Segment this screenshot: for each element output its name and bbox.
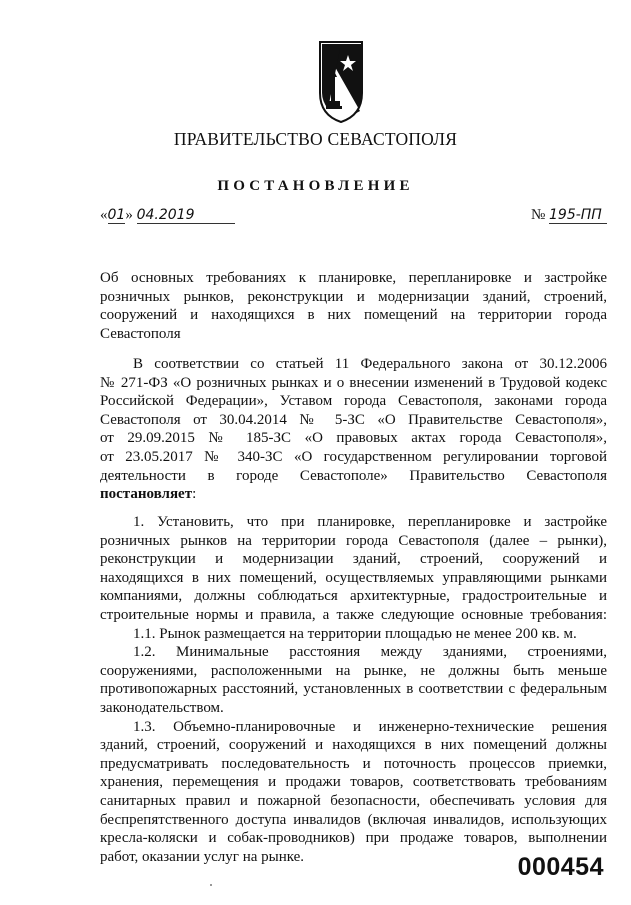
- decree-colon: :: [192, 486, 197, 503]
- preamble-line: деятельности в городе Севастополе» Правительство Севастополя: [100, 467, 607, 484]
- preamble-line: В соответствии со статьей 11 Федерального закона от 30.12.2006: [133, 356, 607, 372]
- date-month-year: 04.2019: [137, 208, 235, 224]
- body-line: реконструкции и модернизации зданий, строений, сооружений и: [100, 551, 607, 568]
- government-title: ПРАВИТЕЛЬСТВО СЕВАСТОПОЛЯ: [173, 129, 458, 149]
- title-line: розничных рынков, реконструкции и модернизации зданий, строений,: [100, 288, 607, 305]
- document-date: [100, 207, 235, 224]
- body-line: санитарных правил и пожарной безопасности, обеспечивать условия для: [100, 792, 607, 809]
- date-day: 01: [107, 207, 126, 223]
- body-line: строительные нормы и правила, а также следующие основные требования:: [100, 606, 607, 623]
- number-sign: №: [530, 207, 546, 223]
- body-line: законодательством.: [100, 699, 224, 716]
- body-line: предусматривать последовательность и поточность процессов приемки,: [100, 755, 607, 772]
- preamble-line: № 271-ФЗ «О розничных рынках и о внесении изменений в Трудовой кодекс: [100, 374, 607, 391]
- body-line: беспрепятственного доступа инвалидов (включая инвалидов, использующих: [100, 811, 607, 828]
- document-type: ПОСТАНОВЛЕНИЕ: [217, 178, 414, 194]
- preamble-line: от 23.05.2017 № 340-ЗС «О государственном регулировании торговой: [100, 448, 607, 465]
- preamble-line: Севастополя от 30.04.2014 № 5-ЗС «О Правительстве Севастополя»,: [100, 411, 607, 428]
- decree-body: [100, 513, 607, 866]
- number-value: 195-ПП: [549, 208, 607, 224]
- body-line: хранения, перемещения и продажи товаров, соответствовать требованиям: [100, 774, 607, 791]
- preamble-line: от 29.09.2015 № 185-ЗС «О правовых актах города Севастополя»,: [100, 430, 607, 447]
- body-line: зданий, строений, сооружений и находящихся в них помещений должны: [100, 737, 607, 754]
- body-line: противопожарных расстояний, установленных в соответствии с федеральным: [100, 681, 607, 698]
- sevastopol-coat-of-arms: [318, 41, 364, 123]
- preamble-closing: [100, 485, 607, 504]
- body-line: сооружениями, расположенными на рынке, не должны быть меньше: [100, 662, 607, 679]
- body-line: находящихся в них помещений, осуществляемых управляющими рынками: [100, 569, 607, 586]
- serial-number: 000454: [517, 853, 604, 881]
- document-title: [100, 269, 607, 343]
- body-line: кресла-коляски и собак-проводников) при продаже товаров, выполнении: [100, 830, 607, 847]
- body-line: 1.2. Минимальные расстояния между зданиями, строениями,: [133, 644, 607, 661]
- body-line: 1.1. Рынок размещается на территории площадью не менее 200 кв. м.: [133, 625, 577, 642]
- scan-speck: [210, 884, 212, 886]
- preamble: [100, 355, 607, 504]
- title-line: Севастополя: [100, 325, 181, 342]
- date-quote-close: »: [125, 207, 133, 223]
- body-line: компаниями, должны соблюдаться архитектурные, градостроительные и: [100, 588, 607, 605]
- document-number: [531, 207, 607, 224]
- date-quote-open: «: [100, 207, 108, 223]
- preamble-line: Российской Федерации», Уставом города Севастополя, законами города: [100, 393, 607, 410]
- title-line: Об основных требованиях к планировке, перепланировке и застройке: [100, 270, 607, 286]
- body-line: 1.3. Объемно-планировочные и инженерно-технические решения: [133, 718, 607, 735]
- title-line: сооружений и находящихся в них помещений на территории города: [100, 307, 607, 324]
- body-line: 1. Установить, что при планировке, перепланировке и застройке: [133, 514, 607, 530]
- body-line: работ, оказании услуг на рынке.: [100, 848, 305, 865]
- decree-keyword: постановляет: [100, 486, 193, 503]
- body-line: розничных рынков на территории города Севастополя (далее – рынки),: [100, 532, 607, 549]
